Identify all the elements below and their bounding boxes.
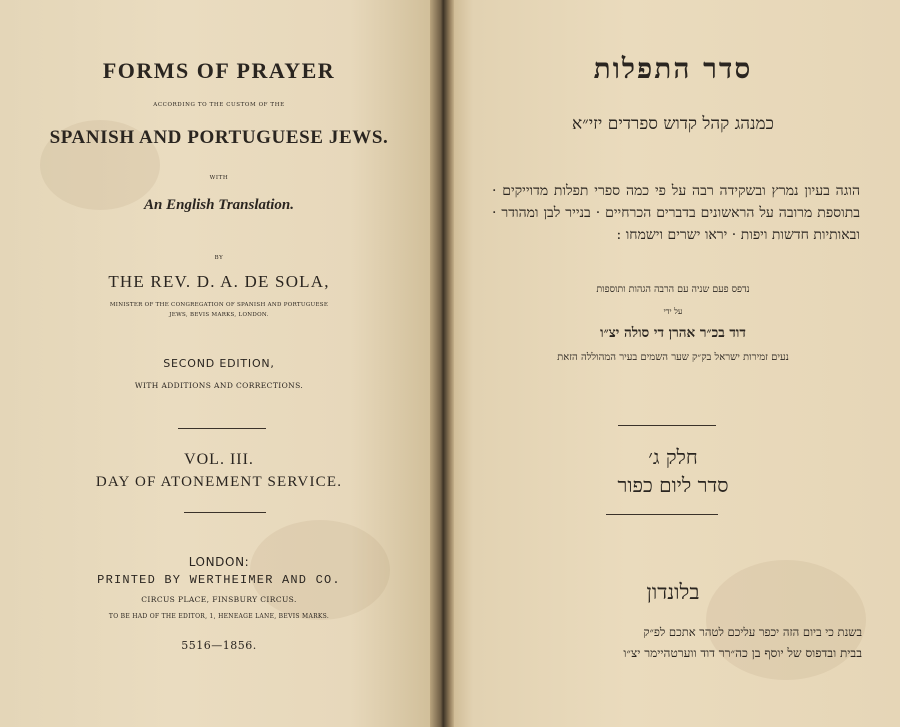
year-line: 5516—1856. — [181, 639, 257, 652]
by-line: BY — [214, 255, 224, 261]
printer-address: CIRCUS PLACE, FINSBURY CIRCUS. — [141, 595, 297, 604]
divider-rule — [178, 428, 266, 429]
hebrew-title: סדר התפלות — [593, 52, 753, 85]
hebrew-title-page — [446, 0, 900, 727]
hebrew-description: הוגה בעיון נמרץ ובשקידה רבה על פי כמה ספרי תפלות מדוייקים · בתוספת מרובה על הראשונים בדברים הכרחיים · בנייר לבן ומהודר · ובאותיות חדשות ויפות · יראו ישרים וישמחו : — [492, 183, 860, 243]
hebrew-printed-again: נדפס פעם שניה עם הרבה הגהות ותוספות — [596, 284, 750, 295]
hebrew-editor-title: נעים זמירות ישראל בק״ק שער השמים בעיר המהוללה הזאת — [557, 352, 789, 363]
page-title: FORMS OF PRAYER — [102, 58, 336, 83]
paper-stain — [706, 560, 866, 680]
author-title-line: JEWS, BEVIS MARKS, LONDON. — [169, 312, 269, 318]
author-title — [0, 300, 438, 320]
divider-rule — [618, 425, 716, 426]
translation-line: An English Translation. — [144, 197, 294, 213]
hebrew-by-hand: על ידי — [663, 307, 683, 316]
divider-rule — [606, 514, 718, 515]
english-title-page — [0, 0, 438, 727]
additions-line: WITH ADDITIONS AND CORRECTIONS. — [134, 381, 304, 390]
hebrew-editor: דוד בכ״ר אהרן די סולה יצ״ו — [600, 325, 746, 341]
city-line: LONDON: — [188, 555, 250, 569]
book-gutter — [430, 0, 454, 727]
author-name: THE REV. D. A. DE SOLA, — [108, 272, 330, 291]
printer-line: PRINTED BY WERTHEIMER AND CO. — [97, 573, 341, 587]
hebrew-colophon-line: בשנת כי ביום הזה יכפר עליכם לטהר אתכם לפ״ק — [643, 625, 862, 639]
edition-line: SECOND EDITION, — [163, 357, 275, 370]
according-line: ACCORDING TO THE CUSTOM OF THE — [153, 102, 285, 108]
availability-line: TO BE HAD OF THE EDITOR, 1, HENEAGE LANE, BEVIS MARKS. — [108, 613, 330, 620]
hebrew-part: חלק ג׳ — [648, 445, 698, 469]
hebrew-city: בלונדון — [646, 580, 700, 604]
author-title-line: MINISTER OF THE CONGREGATION OF SPANISH AND PORTUGUESE — [109, 302, 329, 308]
hebrew-service: סדר ליום כפור — [617, 473, 729, 497]
paper-stain — [250, 520, 390, 620]
community-name: SPANISH AND PORTUGUESE JEWS. — [49, 127, 389, 148]
service-line: DAY OF ATONEMENT SERVICE. — [95, 474, 343, 490]
with-line: WITH — [209, 175, 229, 181]
hebrew-subtitle: כמנהג קהל קדוש ספרדים יזי״א — [572, 114, 774, 134]
divider-rule — [184, 512, 266, 513]
volume-line: VOL. III. — [184, 451, 254, 468]
hebrew-colophon-line: בבית ובדפוס של יוסף בן כה״רר דוד ווערטהיימר יצ״ו — [623, 646, 862, 660]
